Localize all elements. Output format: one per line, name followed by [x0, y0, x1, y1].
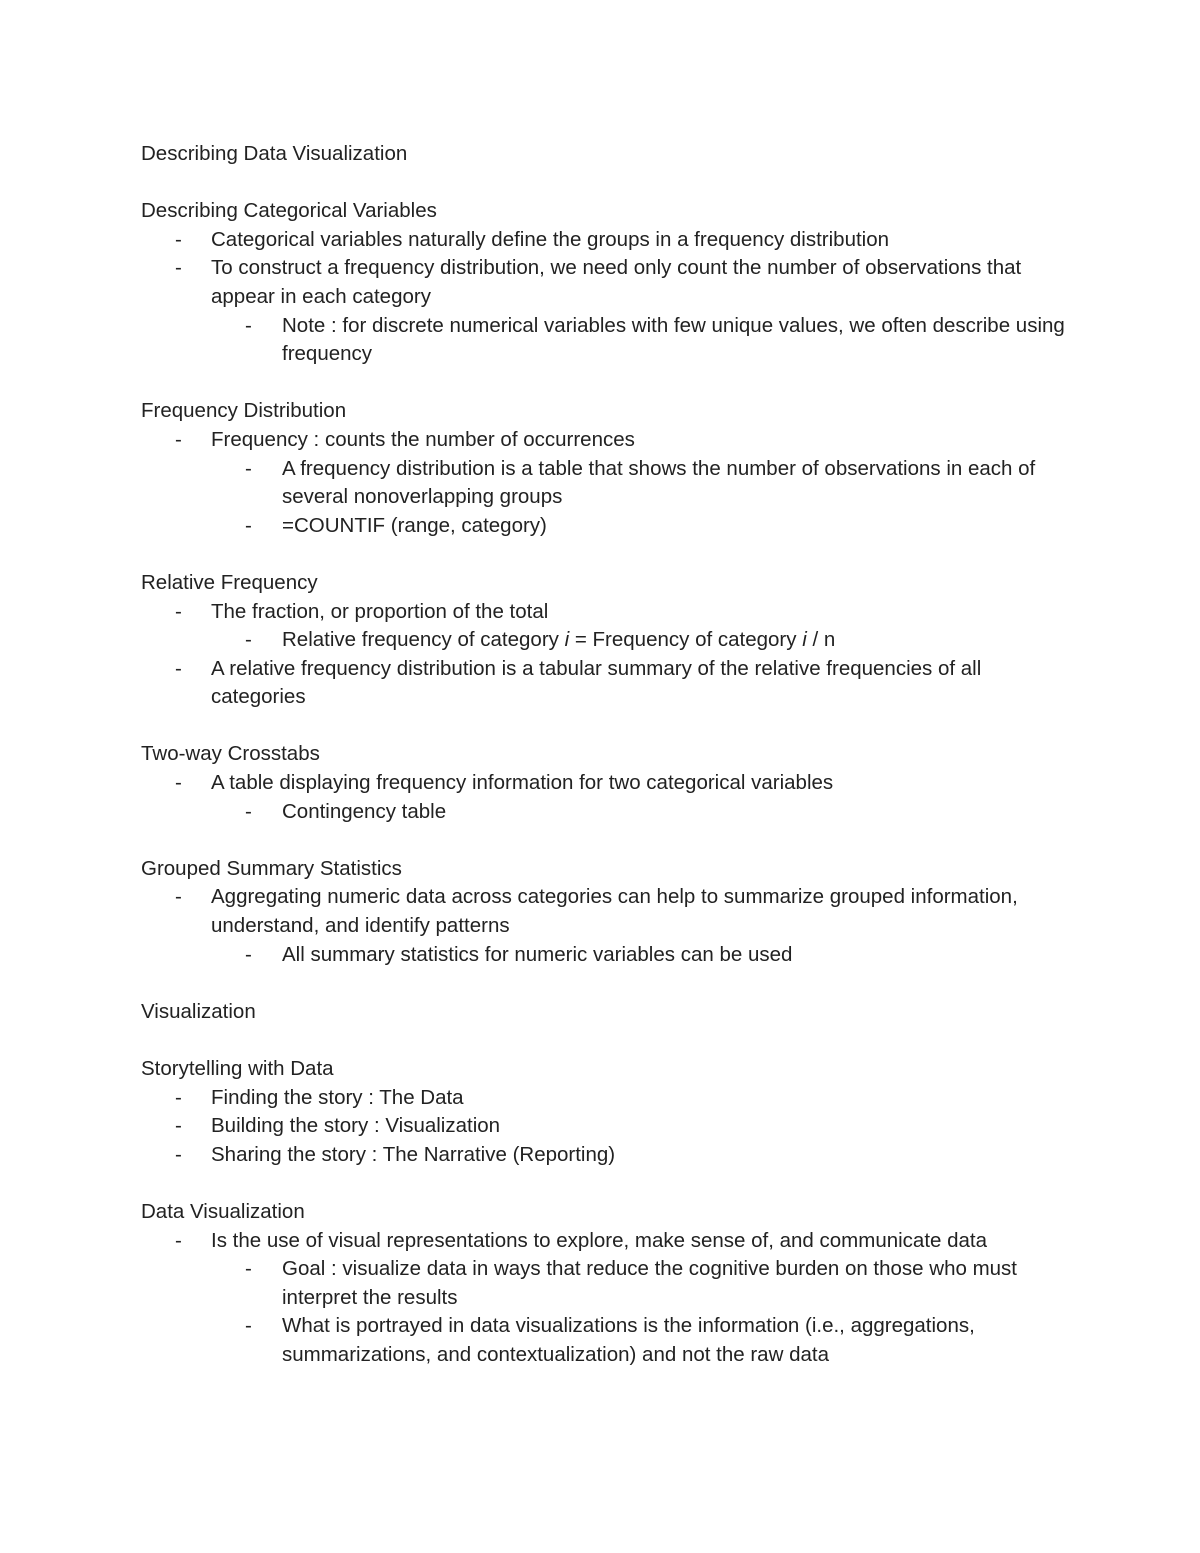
bullet-text: All summary statistics for numeric variables can be used	[282, 942, 793, 966]
section-heading: Describing Categorical Variables	[141, 199, 437, 223]
dash-bullet-marker: -	[245, 1257, 252, 1281]
sub-bullet-item	[141, 312, 1071, 369]
bullet-text: A table displaying frequency information for two categorical variables	[211, 771, 834, 795]
bullet-text: =COUNTIF (range, category)	[282, 513, 547, 537]
dash-bullet-marker: -	[245, 456, 252, 480]
section-heading: Storytelling with Data	[141, 1057, 334, 1080]
section-relative-frequency	[141, 569, 1071, 712]
section-visualization	[141, 998, 1071, 1027]
section-heading: Two-way Crosstabs	[141, 742, 320, 766]
sub-bullet-item	[141, 941, 1071, 970]
bullet-text: Building the story : Visualization	[211, 1114, 501, 1138]
bullet-item	[141, 1112, 1071, 1141]
sub-bullet-item	[141, 455, 1071, 512]
bullet-text: The fraction, or proportion of the total	[211, 599, 549, 623]
bullet-text: What is portrayed in data visualizations is the information (i.e., aggregations, summarizations, and contextualization) and not the raw data	[282, 1314, 975, 1366]
bullet-text: Categorical variables naturally define the groups in a frequency distribution	[211, 227, 890, 251]
bullet-text: Is the use of visual representations to explore, make sense of, and communicate data	[211, 1228, 988, 1252]
sub-bullet-item	[141, 512, 1071, 541]
bullet-text: Contingency table	[282, 799, 447, 823]
bullet-text: A frequency distribution is a table that shows the number of observations in each of several nonoverlapping groups	[282, 456, 1036, 509]
section-storytelling-with-data	[141, 1055, 1071, 1169]
bullet-text: Sharing the story : The Narrative (Reporting)	[211, 1142, 616, 1166]
dash-bullet-marker: -	[175, 656, 182, 680]
bullet-item	[141, 1141, 1071, 1170]
section-two-way-crosstabs	[141, 740, 1071, 826]
bullet-item	[141, 655, 1071, 712]
formula-part: Relative frequency of category	[282, 628, 565, 652]
section-data-visualization	[141, 1198, 1071, 1370]
formula-variable: i	[802, 628, 807, 652]
dash-bullet-marker: -	[175, 599, 182, 623]
section-heading: Relative Frequency	[141, 570, 318, 594]
formula-part: = Frequency of category	[569, 628, 803, 652]
bullet-text: Note : for discrete numerical variables with few unique values, we often describe using frequency	[282, 313, 1065, 366]
section-heading: Visualization	[141, 999, 256, 1023]
section-heading: Data Visualization	[141, 1199, 305, 1223]
bullet-item	[141, 254, 1071, 311]
bullet-item	[141, 1227, 1071, 1256]
bullet-text: Aggregating numeric data across categories can help to summarize grouped information, understand, and identify patterns	[211, 885, 1018, 938]
bullet-item	[141, 769, 1071, 798]
bullet-item	[141, 426, 1071, 455]
formula-text	[282, 628, 835, 651]
bullet-text: A relative frequency distribution is a tabular summary of the relative frequencies of all categories	[211, 656, 982, 709]
bullet-text: Goal : visualize data in ways that reduce the cognitive burden on those who must interpret the results	[282, 1257, 1018, 1309]
dash-bullet-marker: -	[175, 256, 182, 280]
section-frequency-distribution	[141, 397, 1071, 540]
sub-bullet-item	[141, 1255, 1071, 1312]
dash-bullet-marker: -	[175, 1228, 182, 1252]
dash-bullet-marker: -	[175, 771, 182, 795]
section-heading: Grouped Summary Statistics	[141, 856, 402, 880]
document-body	[141, 140, 1071, 1398]
bullet-item	[141, 226, 1071, 255]
dash-bullet-marker: -	[175, 227, 182, 251]
dash-bullet-marker: -	[175, 885, 182, 909]
document-title: Describing Data Visualization	[141, 142, 408, 165]
bullet-item	[141, 883, 1071, 940]
dash-bullet-marker: -	[175, 1085, 182, 1109]
sub-bullet-item	[141, 798, 1071, 827]
dash-bullet-marker: -	[175, 1114, 182, 1138]
bullet-text: Finding the story : The Data	[211, 1085, 464, 1109]
sub-bullet-item	[141, 626, 1071, 655]
dash-bullet-marker: -	[245, 942, 252, 966]
dash-bullet-marker: -	[245, 513, 252, 537]
dash-bullet-marker: -	[175, 1142, 182, 1166]
section-grouped-summary-statistics	[141, 855, 1071, 969]
formula-variable: i	[564, 628, 570, 652]
section-heading: Frequency Distribution	[141, 399, 347, 423]
formula-part: / n	[806, 628, 836, 652]
dash-bullet-marker: -	[245, 1314, 252, 1338]
section-describing-categorical-variables	[141, 197, 1071, 369]
bullet-text: To construct a frequency distribution, we need only count the number of observations that appear in each category	[211, 256, 1022, 308]
dash-bullet-marker: -	[245, 799, 252, 823]
bullet-item	[141, 1084, 1071, 1113]
dash-bullet-marker: -	[245, 313, 252, 337]
sub-bullet-item	[141, 1312, 1071, 1369]
bullet-item	[141, 598, 1071, 627]
bullet-text: Frequency : counts the number of occurrences	[211, 427, 635, 451]
dash-bullet-marker: -	[175, 427, 182, 451]
dash-bullet-marker: -	[245, 628, 252, 652]
